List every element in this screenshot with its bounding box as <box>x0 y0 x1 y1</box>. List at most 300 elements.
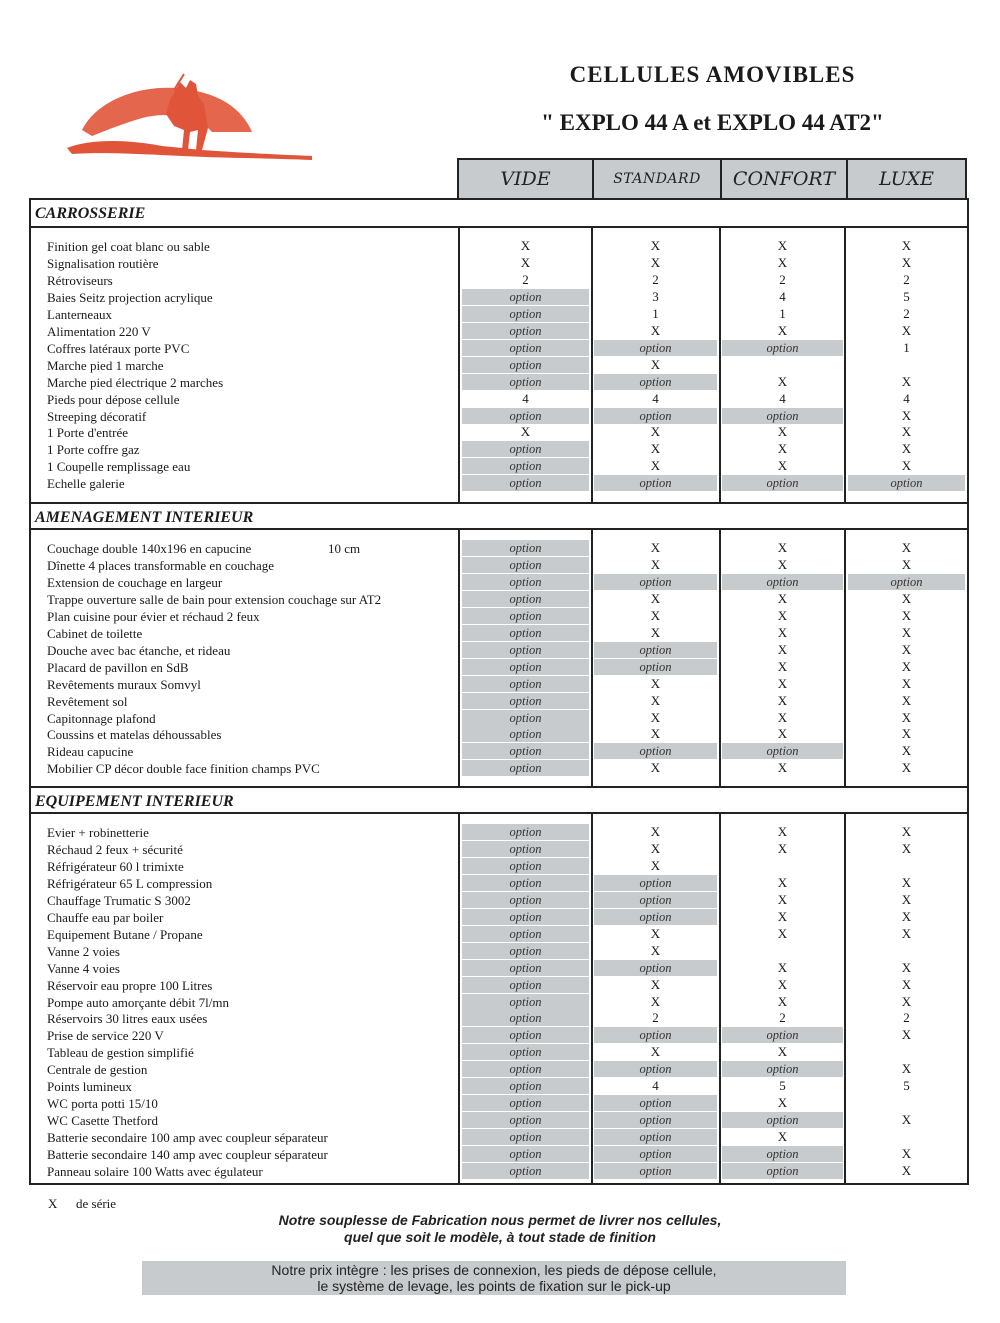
cell-confort: X <box>777 925 788 941</box>
row-label: Placard de pavillon en SdB <box>47 659 189 675</box>
cell-standard: option <box>594 659 717 675</box>
note-line-1: Notre souplesse de Fabrication nous permet de livrer nos cellules, <box>278 1212 722 1228</box>
row-label: Cabinet de toilette <box>47 625 143 641</box>
table-row <box>31 926 967 943</box>
section-body <box>31 814 967 1185</box>
cell-vide: option <box>462 323 589 339</box>
cell-standard: X <box>650 925 661 941</box>
row-label: Rideau capucine <box>47 744 134 760</box>
cell-vide: option <box>462 441 589 457</box>
table-row <box>31 424 967 441</box>
cell-standard: X <box>650 1044 661 1060</box>
cell-luxe: option <box>848 475 965 491</box>
cell-luxe: X <box>901 675 912 691</box>
row-label: Marche pied 1 marche <box>47 357 164 373</box>
table-row <box>31 557 967 574</box>
cell-standard: option <box>594 408 717 424</box>
table-row <box>31 1078 967 1095</box>
cell-luxe: X <box>901 925 912 941</box>
row-label: Points lumineux <box>47 1079 132 1095</box>
row-label: 1 Porte d'entrée <box>47 425 129 441</box>
cell-confort: X <box>777 1095 788 1111</box>
cell-standard: X <box>650 675 661 691</box>
table-row <box>31 1044 967 1061</box>
cell-vide: option <box>462 824 589 840</box>
cell-confort: option <box>722 743 843 759</box>
cell-luxe: X <box>901 891 912 907</box>
cell-confort: X <box>777 373 788 389</box>
cell-vide: option <box>462 1112 589 1128</box>
cell-luxe: 2 <box>903 271 910 287</box>
cell-vide: X <box>520 238 531 253</box>
cell-luxe: X <box>901 624 912 640</box>
cell-confort: X <box>777 824 788 839</box>
cell-standard: X <box>650 976 661 992</box>
cell-confort <box>722 357 843 373</box>
cell-standard: X <box>650 590 661 606</box>
table-row <box>31 625 967 642</box>
row-label: WC porta potti 15/10 <box>47 1096 158 1112</box>
cell-vide: option <box>462 909 589 925</box>
cell-standard: option <box>594 1112 717 1128</box>
row-label: Capitonnage plafond <box>47 710 156 726</box>
row-label: Tableau de gestion simplifié <box>47 1045 194 1061</box>
cell-luxe <box>848 1129 965 1145</box>
cell-standard: option <box>594 1129 717 1145</box>
table-row <box>31 272 967 289</box>
cell-luxe: X <box>901 1163 912 1178</box>
cell-confort: option <box>722 340 843 356</box>
table-row <box>31 255 967 272</box>
cell-luxe: X <box>901 709 912 725</box>
cell-vide: option <box>462 340 589 356</box>
cell-confort: X <box>777 908 788 924</box>
table-row <box>31 977 967 994</box>
cell-confort <box>722 943 843 959</box>
table-row <box>31 340 967 357</box>
cell-confort: X <box>777 254 788 270</box>
cell-luxe: X <box>901 1061 912 1077</box>
table-row <box>31 574 967 591</box>
row-label: 1 Coupelle remplissage eau <box>47 459 191 475</box>
cell-vide: 4 <box>522 390 529 406</box>
section-title: CARROSSERIE <box>31 200 967 228</box>
cell-confort: 4 <box>779 390 786 406</box>
cell-vide: option <box>462 1129 589 1145</box>
cell-confort: X <box>777 322 788 338</box>
row-label: Rétroviseurs <box>47 272 113 288</box>
cell-standard: X <box>650 624 661 640</box>
cell-confort: X <box>777 891 788 907</box>
cell-luxe: X <box>901 726 912 742</box>
row-label: Réservoirs 30 litres eaux usées <box>47 1011 208 1027</box>
table-row <box>31 875 967 892</box>
row-label: Trappe ouverture salle de bain pour extension couchage sur AT2 <box>47 591 382 607</box>
company-logo <box>62 70 314 170</box>
row-label: Vanne 4 voies <box>47 960 120 976</box>
cell-standard: option <box>594 1027 717 1043</box>
row-label: Coffres latéraux porte PVC <box>47 340 190 356</box>
cell-luxe: X <box>901 824 912 839</box>
table-row <box>31 693 967 710</box>
cell-standard: X <box>650 993 661 1009</box>
cell-vide: option <box>462 892 589 908</box>
cell-standard: 4 <box>652 1078 659 1094</box>
cell-confort: X <box>777 607 788 623</box>
cell-confort: 2 <box>779 271 786 287</box>
column-header-confort: CONFORT <box>722 160 848 198</box>
cell-luxe: X <box>901 692 912 708</box>
row-label: Réchaud 2 feux + sécurité <box>47 841 183 857</box>
cell-luxe: X <box>901 760 912 776</box>
cell-confort: X <box>777 624 788 640</box>
cell-vide: option <box>462 458 589 474</box>
cell-vide: option <box>462 943 589 959</box>
cell-standard: X <box>650 709 661 725</box>
cell-vide: option <box>462 1061 589 1077</box>
cell-confort: X <box>777 641 788 657</box>
cell-luxe: X <box>901 238 912 253</box>
row-label: Panneau solaire 100 Watts avec égulateur <box>47 1164 263 1179</box>
cell-vide: option <box>462 858 589 874</box>
cell-confort: X <box>777 976 788 992</box>
cell-luxe: X <box>901 540 912 555</box>
row-label: Réservoir eau propre 100 Litres <box>47 977 213 993</box>
cell-luxe: X <box>901 254 912 270</box>
row-label: Signalisation routière <box>47 255 159 271</box>
cell-standard: option <box>594 960 717 976</box>
cell-luxe: 2 <box>903 1010 910 1026</box>
cell-luxe: 5 <box>903 1078 910 1094</box>
cell-vide: option <box>462 726 589 742</box>
column-header-standard: STANDARD <box>594 160 722 198</box>
cell-confort: X <box>777 658 788 674</box>
cell-vide: option <box>462 693 589 709</box>
price-note-line-2: le système de levage, les points de fixation sur le pick-up <box>317 1278 671 1294</box>
cell-luxe: X <box>901 993 912 1009</box>
row-label: Batterie secondaire 140 amp avec coupleur séparateur <box>47 1147 328 1163</box>
cell-confort: X <box>777 993 788 1009</box>
cell-luxe <box>848 357 965 373</box>
row-label: Pieds pour dépose cellule <box>47 391 180 407</box>
cell-luxe: X <box>901 441 912 457</box>
cell-luxe: X <box>901 458 912 474</box>
cell-standard: X <box>650 556 661 572</box>
row-label: Revêtements muraux Somvyl <box>47 676 201 692</box>
cell-confort: X <box>777 959 788 975</box>
cell-luxe: X <box>901 1112 912 1128</box>
cell-confort: X <box>777 1044 788 1060</box>
cell-standard: option <box>594 875 717 891</box>
cell-vide: option <box>462 540 589 556</box>
cell-luxe: option <box>848 574 965 590</box>
row-label: Marche pied électrique 2 marches <box>47 374 224 390</box>
cell-confort: X <box>777 709 788 725</box>
cell-standard: 2 <box>652 271 659 287</box>
cell-standard: 3 <box>652 288 659 304</box>
table-row <box>31 238 967 255</box>
cell-confort: 4 <box>779 288 786 304</box>
table-row <box>31 960 967 977</box>
cell-standard: option <box>594 574 717 590</box>
cell-luxe: X <box>901 556 912 572</box>
row-label: Revêtement sol <box>47 693 128 709</box>
cell-vide: option <box>462 659 589 675</box>
cell-standard: option <box>594 475 717 491</box>
cell-standard: option <box>594 642 717 658</box>
cell-confort: option <box>722 475 843 491</box>
cell-vide: option <box>462 591 589 607</box>
cell-vide: option <box>462 1027 589 1043</box>
cell-vide: option <box>462 408 589 424</box>
cell-luxe: X <box>901 658 912 674</box>
row-label: Alimentation 220 V <box>47 323 151 339</box>
cell-vide: option <box>462 608 589 624</box>
cell-luxe: X <box>901 424 912 440</box>
table-row <box>31 676 967 693</box>
table-row <box>31 475 967 492</box>
cell-confort: X <box>777 238 788 253</box>
row-label: Plan cuisine pour évier et réchaud 2 feux <box>47 608 260 624</box>
cell-confort: X <box>777 556 788 572</box>
cell-luxe: X <box>901 322 912 338</box>
cell-vide: option <box>462 760 589 776</box>
cell-standard: 4 <box>652 390 659 406</box>
cell-confort: option <box>722 1146 843 1162</box>
cell-vide: option <box>462 374 589 390</box>
cell-confort: X <box>777 874 788 890</box>
cell-confort: 5 <box>779 1078 786 1094</box>
table-row <box>31 1010 967 1027</box>
table-row <box>31 391 967 408</box>
cell-luxe: X <box>901 874 912 890</box>
cell-confort: option <box>722 574 843 590</box>
column-header-row <box>457 158 967 200</box>
cell-standard: X <box>650 458 661 474</box>
cell-confort: option <box>722 1027 843 1043</box>
row-label: WC Casette Thetford <box>47 1113 158 1129</box>
cell-luxe: X <box>901 1027 912 1043</box>
cell-standard: option <box>594 340 717 356</box>
cell-confort: X <box>777 540 788 555</box>
row-label: Vanne 2 voies <box>47 943 120 959</box>
cell-confort: option <box>722 408 843 424</box>
row-label: Prise de service 220 V <box>47 1028 164 1044</box>
cell-luxe: X <box>901 407 912 423</box>
cell-vide: option <box>462 710 589 726</box>
cell-luxe: 5 <box>903 288 910 304</box>
cell-vide: option <box>462 841 589 857</box>
cell-luxe: 4 <box>903 390 910 406</box>
row-label: Extension de couchage en largeur <box>47 574 223 590</box>
section-title: AMENAGEMENT INTERIEUR <box>31 502 967 530</box>
cell-standard: X <box>650 322 661 338</box>
legend-mark: X <box>48 1196 58 1211</box>
row-extra: 10 cm <box>328 541 361 556</box>
table-row <box>31 642 967 659</box>
row-label: Dînette 4 places transformable en couchage <box>47 557 275 573</box>
table-row <box>31 458 967 475</box>
cell-confort: X <box>777 441 788 457</box>
cell-vide: option <box>462 926 589 942</box>
cell-vide: option <box>462 676 589 692</box>
cell-standard: 2 <box>652 1010 659 1026</box>
table-row <box>31 1112 967 1129</box>
features-table <box>29 198 969 1185</box>
cell-luxe <box>848 1095 965 1111</box>
table-row <box>31 591 967 608</box>
table-row <box>31 357 967 374</box>
cell-vide: option <box>462 1044 589 1060</box>
cell-luxe: X <box>901 976 912 992</box>
row-label: Echelle galerie <box>47 476 125 492</box>
cell-vide: option <box>462 1146 589 1162</box>
cell-standard: X <box>650 942 661 958</box>
cell-standard: X <box>650 424 661 440</box>
cell-confort: option <box>722 1112 843 1128</box>
cell-confort: X <box>777 692 788 708</box>
table-row <box>31 1163 967 1180</box>
row-label: Batterie secondaire 100 amp avec coupleur séparateur <box>47 1130 328 1146</box>
cell-luxe: X <box>901 908 912 924</box>
table-row <box>31 306 967 323</box>
cell-luxe <box>848 1044 965 1060</box>
cell-vide: option <box>462 357 589 373</box>
cell-confort: X <box>777 458 788 474</box>
cell-standard: X <box>650 441 661 457</box>
row-label: 1 Porte coffre gaz <box>47 442 140 458</box>
cell-vide: option <box>462 574 589 590</box>
cell-vide: option <box>462 1095 589 1111</box>
cell-vide: option <box>462 1163 589 1179</box>
cell-luxe: X <box>901 743 912 759</box>
cell-standard: X <box>650 857 661 873</box>
cell-confort: option <box>722 1163 843 1179</box>
table-row <box>31 1129 967 1146</box>
cell-confort: option <box>722 1061 843 1077</box>
cell-standard: X <box>650 254 661 270</box>
cell-vide: option <box>462 994 589 1010</box>
table-row <box>31 659 967 676</box>
cell-vide: X <box>520 424 531 440</box>
cell-confort: X <box>777 675 788 691</box>
row-label: Finition gel coat blanc ou sable <box>47 239 210 254</box>
cell-luxe: X <box>901 641 912 657</box>
cell-standard: 1 <box>652 305 659 321</box>
cell-vide: X <box>520 254 531 270</box>
cell-standard: option <box>594 909 717 925</box>
table-row <box>31 726 967 743</box>
table-row <box>31 608 967 625</box>
row-label: Pompe auto amorçante débit 7l/mn <box>47 994 229 1010</box>
row-label: Coussins et matelas déhoussables <box>47 727 222 743</box>
document-title: CELLULES AMOVIBLES <box>569 62 856 87</box>
cell-luxe <box>848 943 965 959</box>
cell-vide: option <box>462 625 589 641</box>
table-row <box>31 743 967 760</box>
cell-vide: option <box>462 289 589 305</box>
column-header-vide: VIDE <box>459 160 594 198</box>
row-label: Réfrigérateur 65 L compression <box>47 875 213 891</box>
row-label: Chauffe eau par boiler <box>47 909 164 925</box>
price-note-box <box>142 1261 846 1295</box>
row-label: Equipement Butane / Propane <box>47 926 203 942</box>
cell-standard: option <box>594 743 717 759</box>
cell-standard: X <box>650 824 661 839</box>
cell-standard: X <box>650 540 661 555</box>
cell-confort: X <box>777 760 788 776</box>
document-subtitle: " EXPLO 44 A et EXPLO 44 AT2" <box>541 110 884 135</box>
row-label: Centrale de gestion <box>47 1062 148 1078</box>
row-label: Evier + robinetterie <box>47 825 149 840</box>
cell-vide: option <box>462 977 589 993</box>
cell-luxe: X <box>901 590 912 606</box>
cell-vide: option <box>462 557 589 573</box>
table-row <box>31 710 967 727</box>
table-row <box>31 374 967 391</box>
table-row <box>31 824 967 841</box>
table-row <box>31 323 967 340</box>
cell-standard: option <box>594 1163 717 1179</box>
table-row <box>31 1095 967 1112</box>
row-label: Baies Seitz projection acrylique <box>47 289 213 305</box>
cell-luxe <box>848 858 965 874</box>
cell-confort: 1 <box>779 305 786 321</box>
cell-standard: X <box>650 238 661 253</box>
cell-luxe: X <box>901 1146 912 1162</box>
cell-standard: option <box>594 1061 717 1077</box>
cell-standard: option <box>594 892 717 908</box>
cell-luxe: X <box>901 607 912 623</box>
table-row <box>31 909 967 926</box>
cell-vide: 2 <box>522 271 529 287</box>
cell-standard: option <box>594 374 717 390</box>
cell-confort: X <box>777 590 788 606</box>
table-row <box>31 1061 967 1078</box>
table-row <box>31 408 967 425</box>
table-row <box>31 943 967 960</box>
cell-vide: option <box>462 306 589 322</box>
cell-standard: X <box>650 760 661 776</box>
cell-confort: X <box>777 1129 788 1145</box>
cell-luxe: X <box>901 959 912 975</box>
table-row <box>31 760 967 777</box>
row-label: Douche avec bac étanche, et rideau <box>47 642 231 658</box>
cell-vide: option <box>462 475 589 491</box>
row-label: Couchage double 140x196 en capucine <box>47 541 252 556</box>
section-body <box>31 228 967 502</box>
table-row <box>31 441 967 458</box>
table-row <box>31 858 967 875</box>
cell-confort: X <box>777 840 788 856</box>
cell-standard: option <box>594 1095 717 1111</box>
table-row <box>31 1027 967 1044</box>
section-body <box>31 530 967 786</box>
column-header-luxe: LUXE <box>879 168 934 190</box>
row-label: Streeping décoratif <box>47 408 147 424</box>
cell-standard: option <box>594 1146 717 1162</box>
legend <box>48 1196 116 1212</box>
cell-standard: X <box>650 356 661 372</box>
cell-luxe: 2 <box>903 305 910 321</box>
cell-confort: X <box>777 424 788 440</box>
cell-confort: X <box>777 726 788 742</box>
note-line-2: quel que soit le modèle, à tout stade de finition <box>344 1229 656 1245</box>
row-label: Mobilier CP décor double face finition champs PVC <box>47 761 320 777</box>
row-label: Lanterneaux <box>47 306 112 322</box>
table-row <box>31 540 967 557</box>
table-row <box>31 289 967 306</box>
